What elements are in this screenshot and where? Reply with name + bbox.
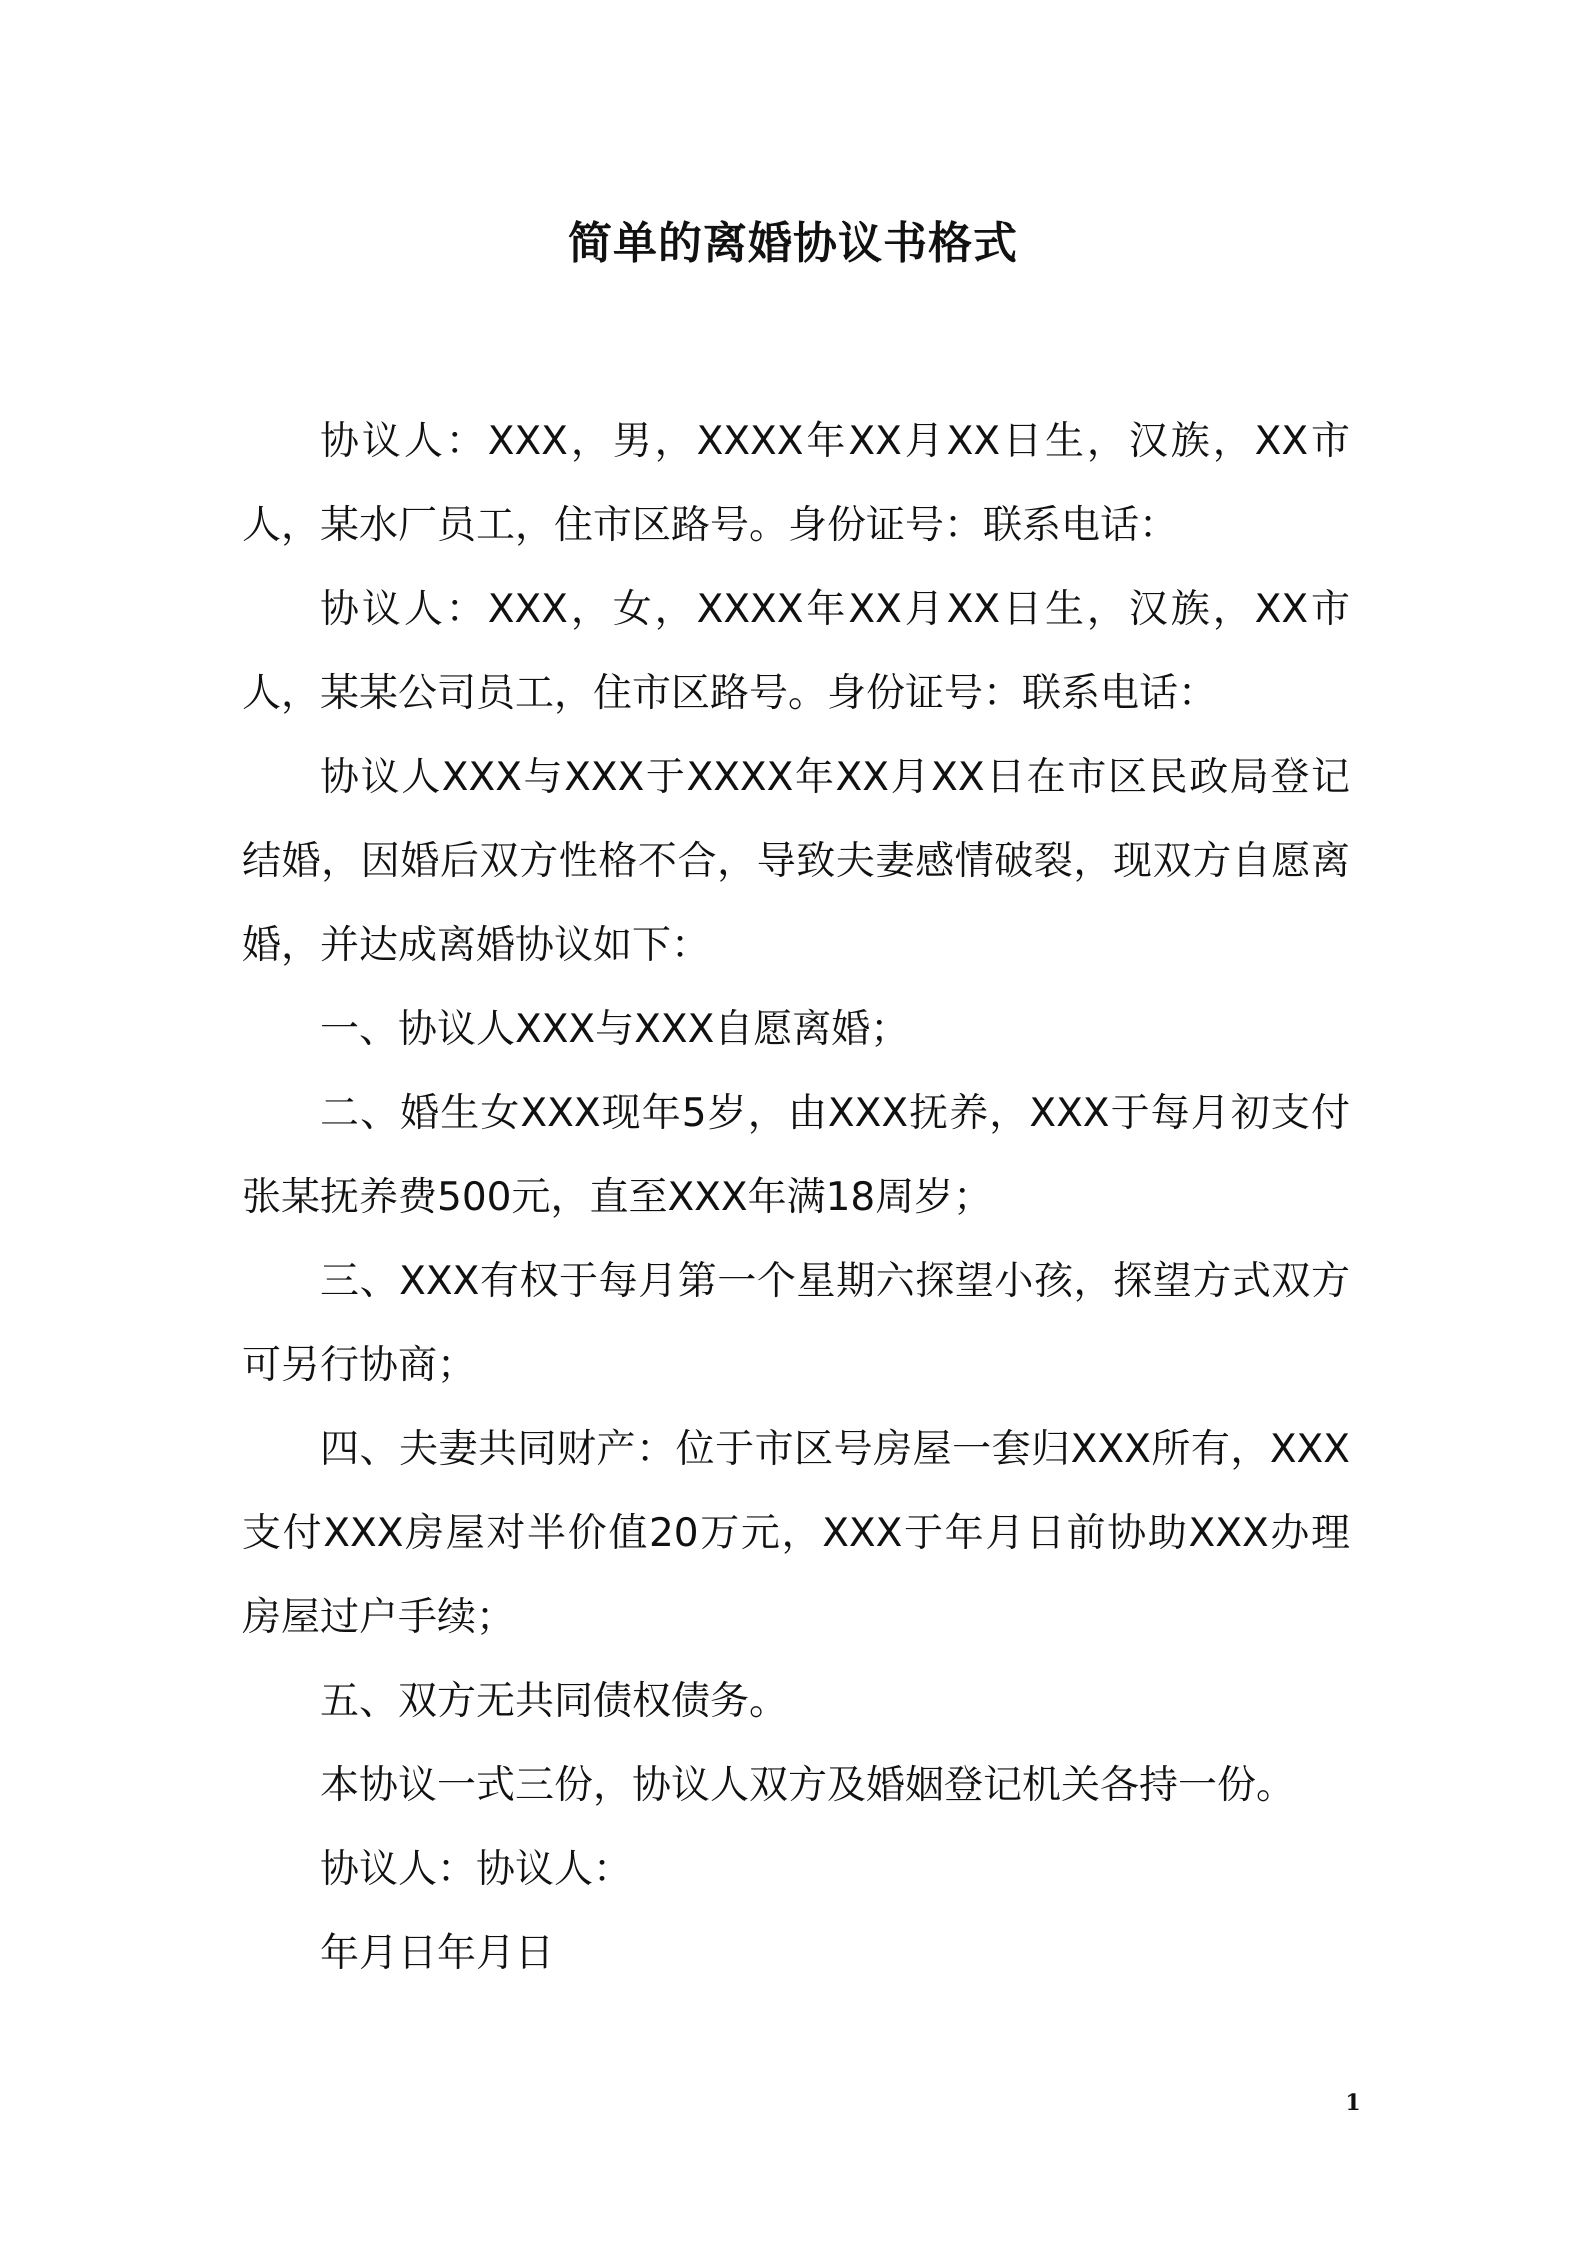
date-line: 年月日年月日 xyxy=(320,1931,555,1976)
clause-four: 四、夫妻共同财产：位于市区号房屋一套归XXX所有，XXX支付XXX房屋对半价值20万元，XXX于年月日前协助XXX办理房屋过户手续； xyxy=(242,1427,1350,1640)
party-two-paragraph: 协议人：XXX，女，XXXX年XX月XX日生，汉族，XX市人，某某公司员工，住市区路号。身份证号：联系电话： xyxy=(242,587,1350,716)
party-one-paragraph: 协议人：XXX，男，XXXX年XX月XX日生，汉族，XX市人，某水厂员工，住市区路号。身份证号：联系电话： xyxy=(242,419,1350,548)
document-title: 简单的离婚协议书格式 xyxy=(568,218,1018,269)
clause-five: 五、双方无共同债权债务。 xyxy=(320,1679,789,1724)
clause-three: 三、XXX有权于每月第一个星期六探望小孩，探望方式双方可另行协商； xyxy=(242,1259,1350,1388)
document-body xyxy=(242,400,1350,1996)
clause-one: 一、协议人XXX与XXX自愿离婚； xyxy=(320,1007,910,1052)
page-number: 1 xyxy=(1345,2090,1361,2116)
clause-two: 二、婚生女XXX现年5岁，由XXX抚养，XXX于每月初支付张某抚养费500元，直至XXX年满18周岁； xyxy=(242,1091,1350,1220)
copies-statement: 本协议一式三份，协议人双方及婚姻登记机关各持一份。 xyxy=(320,1763,1296,1808)
agreement-preamble-paragraph: 协议人XXX与XXX于XXXX年XX月XX日在市区民政局登记结婚，因婚后双方性格不合，导致夫妻感情破裂，现双方自愿离婚，并达成离婚协议如下： xyxy=(242,755,1350,968)
signature-line: 协议人：协议人： xyxy=(320,1847,633,1892)
